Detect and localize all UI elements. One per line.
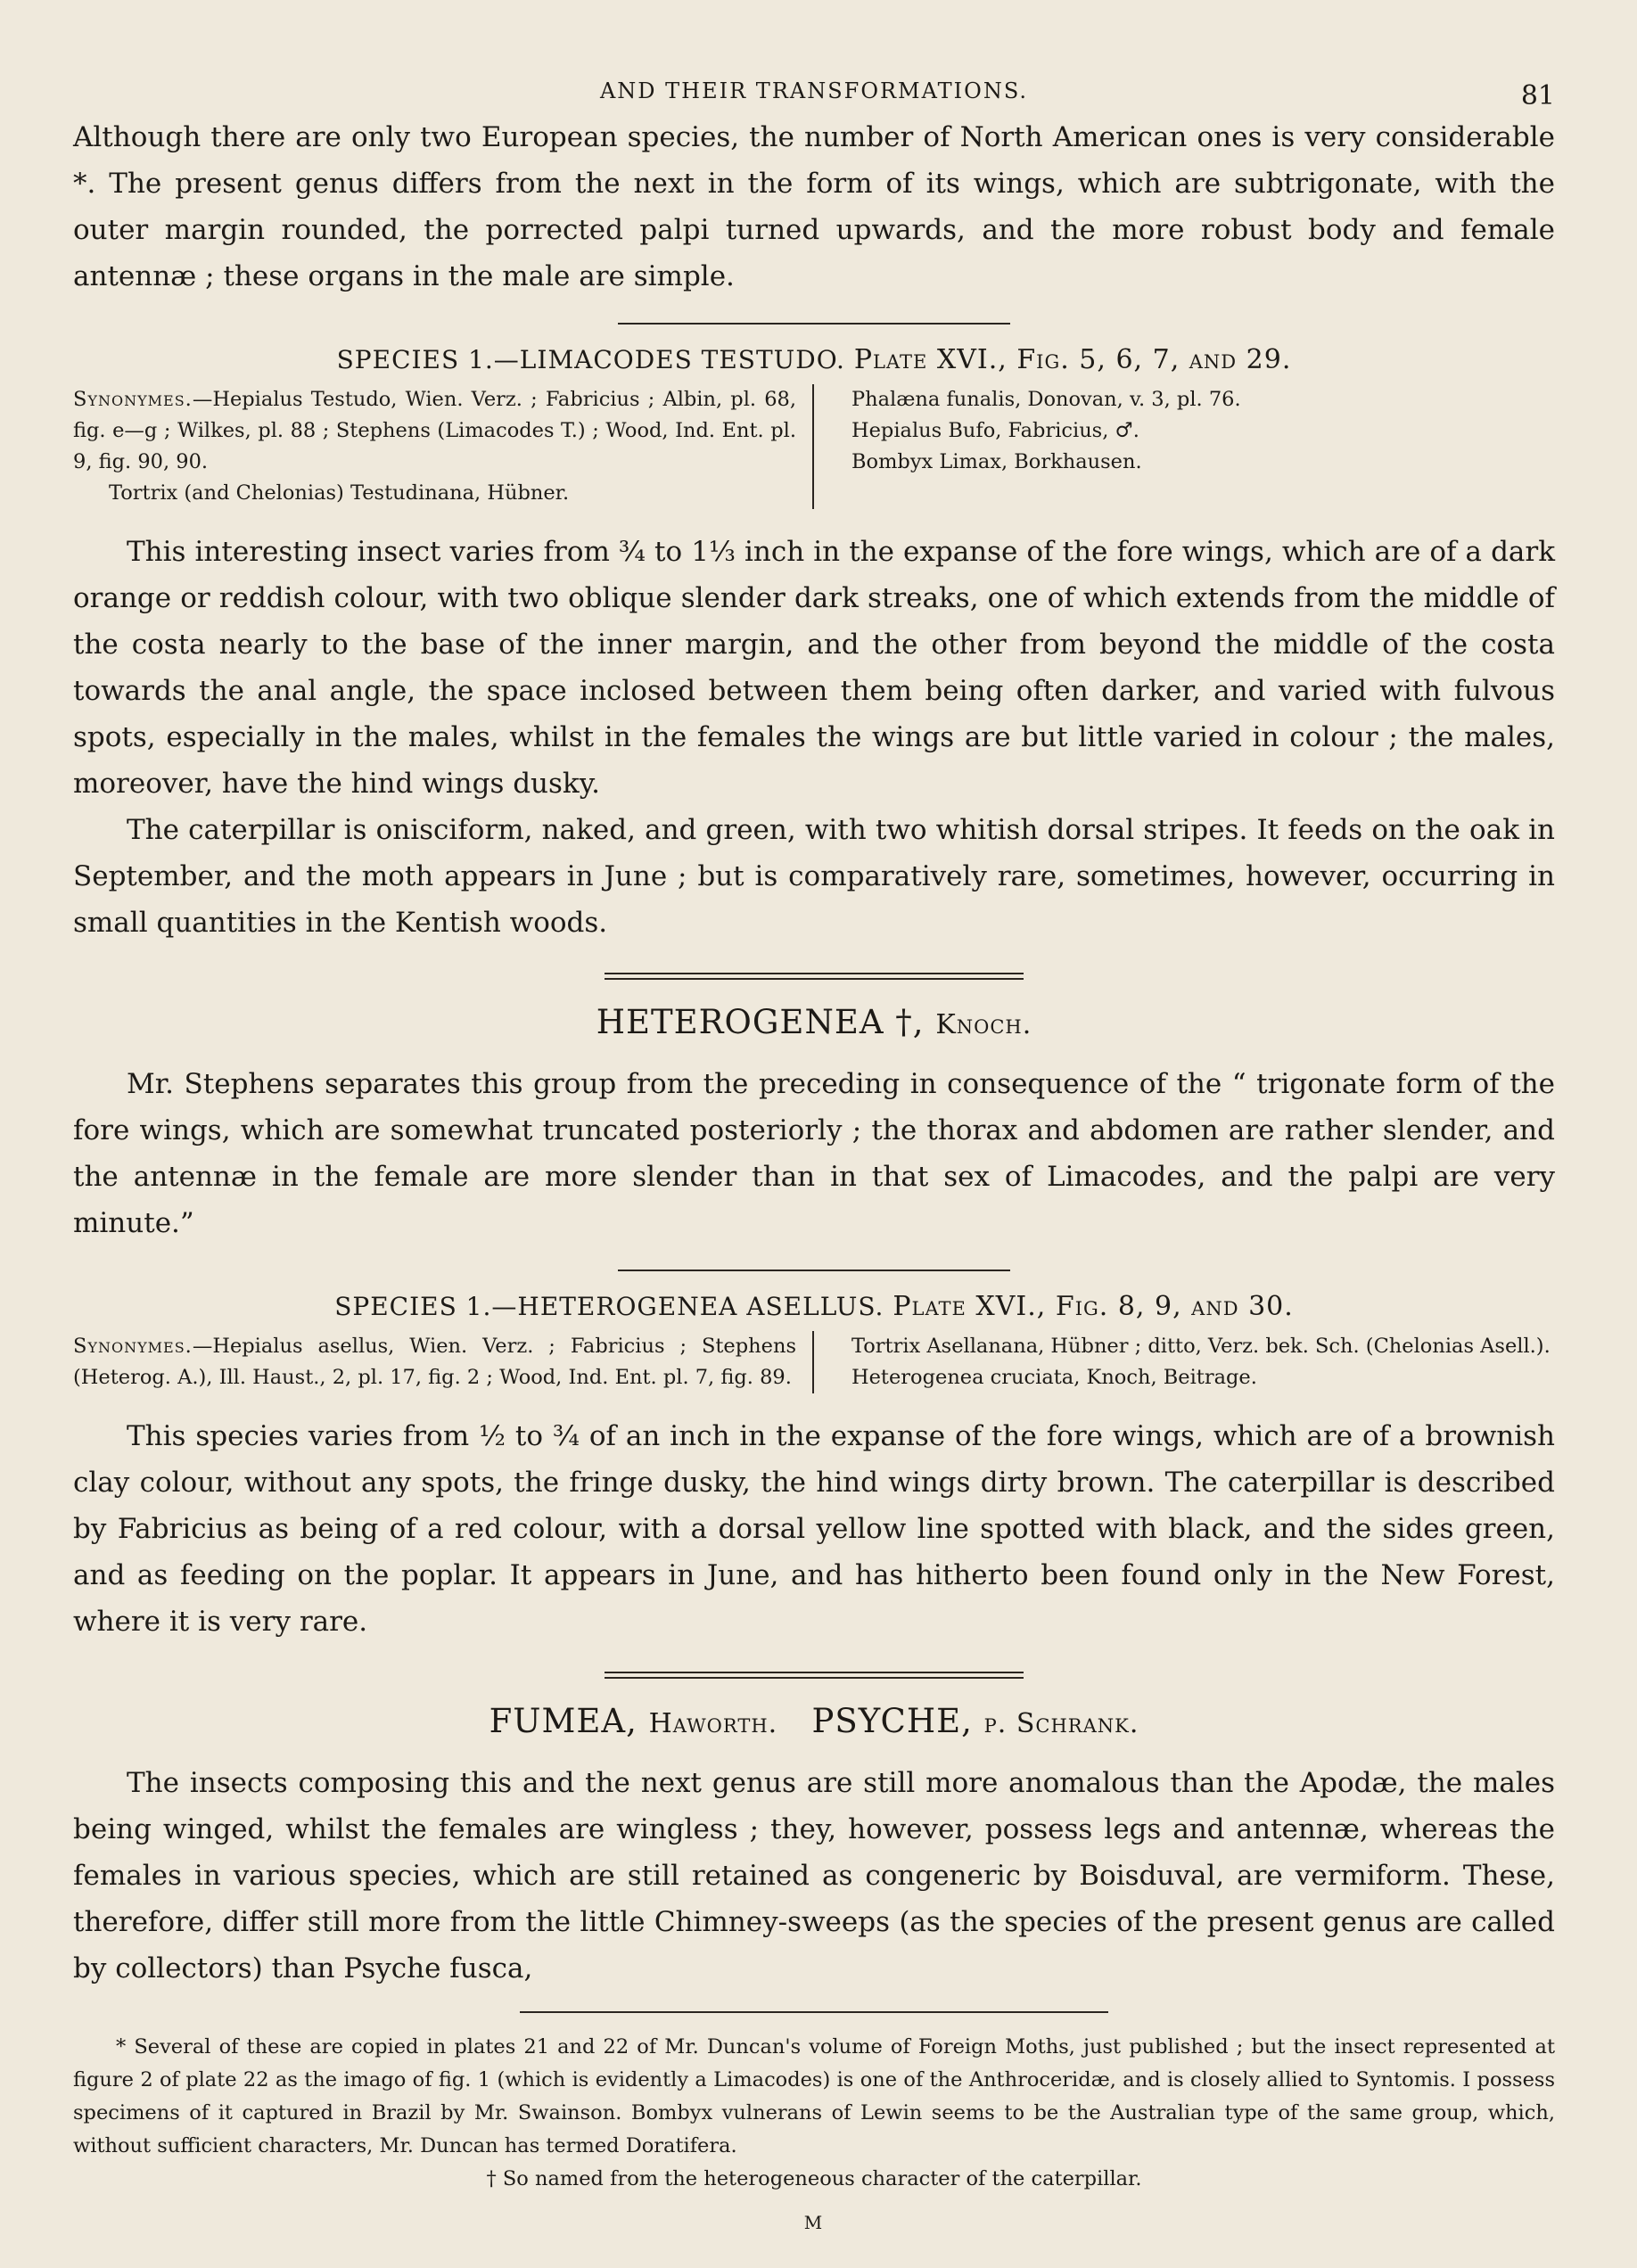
genus-author: Knoch.: [935, 1009, 1032, 1040]
synonym-entry: Bombyx Limax, Borkhausen.: [851, 450, 1142, 473]
genus-divider: [605, 973, 1024, 980]
footnote-dagger: † So named from the heterogeneous character of the caterpillar.: [486, 2167, 1142, 2190]
genus-name: FUMEA,: [489, 1702, 638, 1740]
page-number: 81: [1520, 80, 1555, 111]
genus-heading-heterogenea: [73, 1003, 1555, 1041]
genus-description: Mr. Stephens separates this group from the preceding in consequence of the “ trigonate form of the fore wings, which are somewhat truncated posteriorly ; the thorax and abdomen are rather slender, and the antennæ in the female are more slender than in that sex of Limacodes, and the palpi are very minute.”: [73, 1068, 1555, 1239]
species-title: SPECIES 1.—HETEROGENEA ASELLUS.: [334, 1292, 884, 1321]
synonyms-left-column: [73, 1331, 814, 1393]
genus-description: The insects composing this and the next genus are still more anomalous than the Apodæ, the males being winged, whilst the females are wingless ; they, however, possess legs and antennæ, whereas the females in various species, which are still retained as congeneric by Boisduval, are vermiform. These, therefore, differ still more from the little Chimney-sweeps (as the species of the present genus are called by collectors) than Psyche fusca,: [73, 1767, 1555, 1984]
synonyms-left-column: [73, 384, 814, 509]
running-title: AND THEIR TRANSFORMATIONS.: [599, 78, 1029, 103]
synonyms-right-column: [814, 384, 1555, 509]
synonym-entry: [73, 384, 796, 478]
synonym-entry: Phalæna funalis, Donovan, v. 3, pl. 76.: [851, 388, 1241, 411]
species-title: SPECIES 1.—LIMACODES TESTUDO.: [336, 345, 845, 374]
synonyms-block-limacodes: [73, 384, 1555, 509]
section-divider: [618, 1270, 1010, 1271]
genus-name: PSYCHE,: [811, 1702, 973, 1740]
synonyms-right-column: [814, 1331, 1555, 1393]
synonym-entry: Tortrix (and Chelonias) Testudinana, Hübner.: [109, 481, 570, 505]
genus-author: Haworth.: [648, 1708, 778, 1739]
synonym-entry: Tortrix Asellanana, Hübner ; ditto, Verz. bek. Sch. (Chelonias Asell.).: [851, 1335, 1551, 1358]
genus-divider: [605, 1672, 1024, 1679]
species-heading-heterogenea: [73, 1291, 1555, 1322]
synonym-entry: Hepialus Bufo, Fabricius, ♂.: [851, 419, 1139, 442]
signature-mark: M: [803, 2212, 825, 2233]
genus-heading-fumea: [73, 1702, 1555, 1740]
synonym-entry: [73, 1331, 796, 1393]
synonyms-block-heterogenea: [73, 1331, 1555, 1393]
plate-reference: Plate XVI., Fig. 8, 9, and 30.: [893, 1291, 1294, 1322]
synonym-text: —Hepialus Testudo, Wien. Verz. ; Fabricius ; Albin, pl. 68, fig. e—g ; Wilkes, pl. 88 ; Stephens (Limacodes T.) ; Wood, Ind. Ent. pl. 9, fig. 90, 90.: [73, 388, 796, 473]
running-head: [73, 70, 1555, 114]
genus-author: p. Schrank.: [983, 1708, 1139, 1739]
footnote-divider: [520, 2011, 1108, 2013]
genus-name: HETEROGENEA †,: [596, 1003, 925, 1041]
species-heading-limacodes: [73, 344, 1555, 375]
caterpillar-description: The caterpillar is onisciform, naked, and green, with two whitish dorsal stripes. It feeds on the oak in September, and the moth appears in June ; but is comparatively rare, sometimes, however, occurring in small quantities in the Kentish woods.: [73, 814, 1555, 939]
intro-paragraph: Although there are only two European species, the number of North American ones is very considerable *. The present genus differs from the next in the form of its wings, which are subtrigonate, with the outer margin rounded, the porrected palpi turned upwards, and the more robust body and female antennæ ; these organs in the male are simple.: [73, 121, 1555, 292]
footnote-asterisk: * Several of these are copied in plates 21 and 22 of Mr. Duncan's volume of Foreign Moths, just published ; but the insect represented at figure 2 of plate 22 as the imago of fig. 1 (which is evidently a Limacodes) is one of the Anthroceridæ, and is closely allied to Syntomis. I possess specimens of it captured in Brazil by Mr. Swainson. Bombyx vulnerans of Lewin seems to be the Australian type of the same group, which, without sufficient characters, Mr. Duncan has termed Doratifera.: [73, 2035, 1555, 2157]
synonyms-label: Synonymes.: [73, 1335, 193, 1358]
footnotes: [73, 2031, 1555, 2196]
synonyms-label: Synonymes.: [73, 388, 193, 411]
plate-reference: Plate XVI., Fig. 5, 6, 7, and 29.: [853, 344, 1292, 375]
species-description: This species varies from ½ to ¾ of an inch in the expanse of the fore wings, which are of a brownish clay colour, without any spots, the fringe dusky, the hind wings dirty brown. The caterpillar is described by Fabricius as being of a red colour, with a dorsal yellow line spotted with black, and the sides green, and as feeding on the poplar. It appears in June, and has hitherto been found only in the New Forest, where it is very rare.: [73, 1420, 1555, 1638]
species-description: This interesting insect varies from ¾ to 1⅓ inch in the expanse of the fore wings, which are of a dark orange or reddish colour, with two oblique slender dark streaks, one of which extends from the middle of the costa nearly to the base of the inner margin, and the other from beyond the middle of the costa towards the anal angle, the space inclosed between them being often darker, and varied with fulvous spots, especially in the males, whilst in the females the wings are but little varied in colour ; the males, moreover, have the hind wings dusky.: [73, 536, 1555, 800]
synonym-text: —Hepialus asellus, Wien. Verz. ; Fabricius ; Stephens (Heterog. A.), Ill. Haust., 2, pl. 17, fig. 2 ; Wood, Ind. Ent. pl. 7, fig. 89.: [73, 1335, 796, 1389]
synonym-entry: Heterogenea cruciata, Knoch, Beitrage.: [851, 1366, 1257, 1389]
section-divider: [618, 323, 1010, 325]
